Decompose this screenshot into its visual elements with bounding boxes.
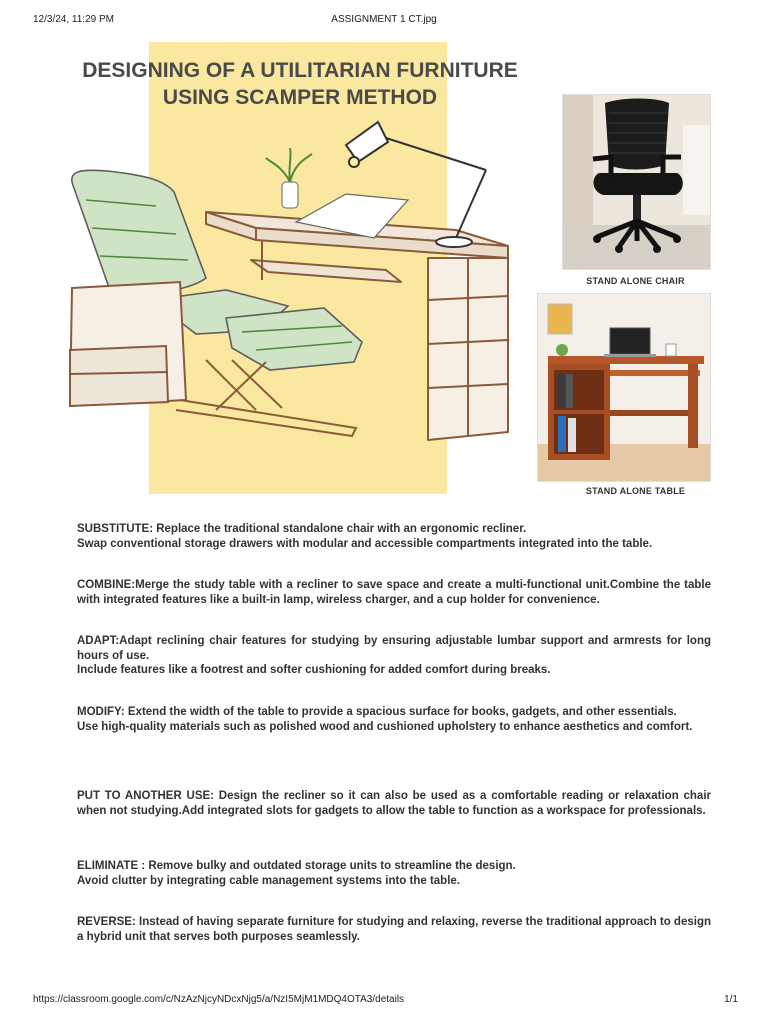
title-line-1: DESIGNING OF A UTILITARIAN FURNITURE xyxy=(82,59,518,82)
stand-alone-table-photo xyxy=(537,293,711,482)
scamper-reverse: REVERSE: Instead of having separate furniture for studying and relaxing, reverse the traditional approach to design a hybrid unit that serves both purposes seamlessly. xyxy=(77,916,711,943)
study-table-icon xyxy=(538,294,710,481)
chair-caption: STAND ALONE CHAIR xyxy=(586,276,685,286)
scamper-combine: COMBINE:Merge the study table with a recliner to save space and create a multi-functional unit.Combine the table with integrated features like a built-in lamp, wireless charger, and a cup holder for convenience. xyxy=(77,579,711,606)
poster-title xyxy=(40,57,560,111)
print-header xyxy=(0,14,768,30)
scamper-modify: MODIFY: Extend the width of the table to provide a spacious surface for books, gadgets, and other essentials. Use high-quality materials such as polished wood and cushioned upholstery to enhance aesthetics and comfort. xyxy=(77,706,693,733)
scamper-substitute: SUBSTITUTE: Replace the traditional standalone chair with an ergonomic recliner. Swap conventional storage drawers with modular and accessible compartments integrated into the table. xyxy=(77,523,653,550)
print-url: https://classroom.google.com/c/NzAzNjcyNDcxNjg5/a/NzI5MjM1MDQ4OTA3/details xyxy=(33,994,405,1005)
print-datetime: 12/3/24, 11:29 PM xyxy=(33,14,114,25)
print-footer xyxy=(0,994,768,1010)
scamper-adapt: ADAPT:Adapt reclining chair features for studying by ensuring adjustable lumbar support and armrests for long hours of use. Include features like a footrest and softer cushioning for added comfort during breaks. xyxy=(77,635,711,676)
potted-plant-icon xyxy=(266,148,312,208)
recliner-desk-sketch xyxy=(56,110,526,490)
print-filename: ASSIGNMENT 1 CT.jpg xyxy=(331,14,437,25)
scamper-eliminate: ELIMINATE : Remove bulky and outdated storage units to streamline the design. Avoid clutter by integrating cable management systems into the table. xyxy=(77,860,516,887)
table-caption: STAND ALONE TABLE xyxy=(585,486,686,496)
print-page-number: 1/1 xyxy=(724,994,738,1005)
title-line-2: USING SCAMPER METHOD xyxy=(162,86,438,109)
scamper-put-to-another-use: PUT TO ANOTHER USE: Design the recliner so it can also be used as a comfortable reading or relaxation chair when not studying.Add integrated slots for gadgets to allow the table to function as a workspace for professionals. xyxy=(77,790,711,817)
office-chair-icon xyxy=(563,95,710,269)
stand-alone-chair-photo xyxy=(562,94,711,270)
